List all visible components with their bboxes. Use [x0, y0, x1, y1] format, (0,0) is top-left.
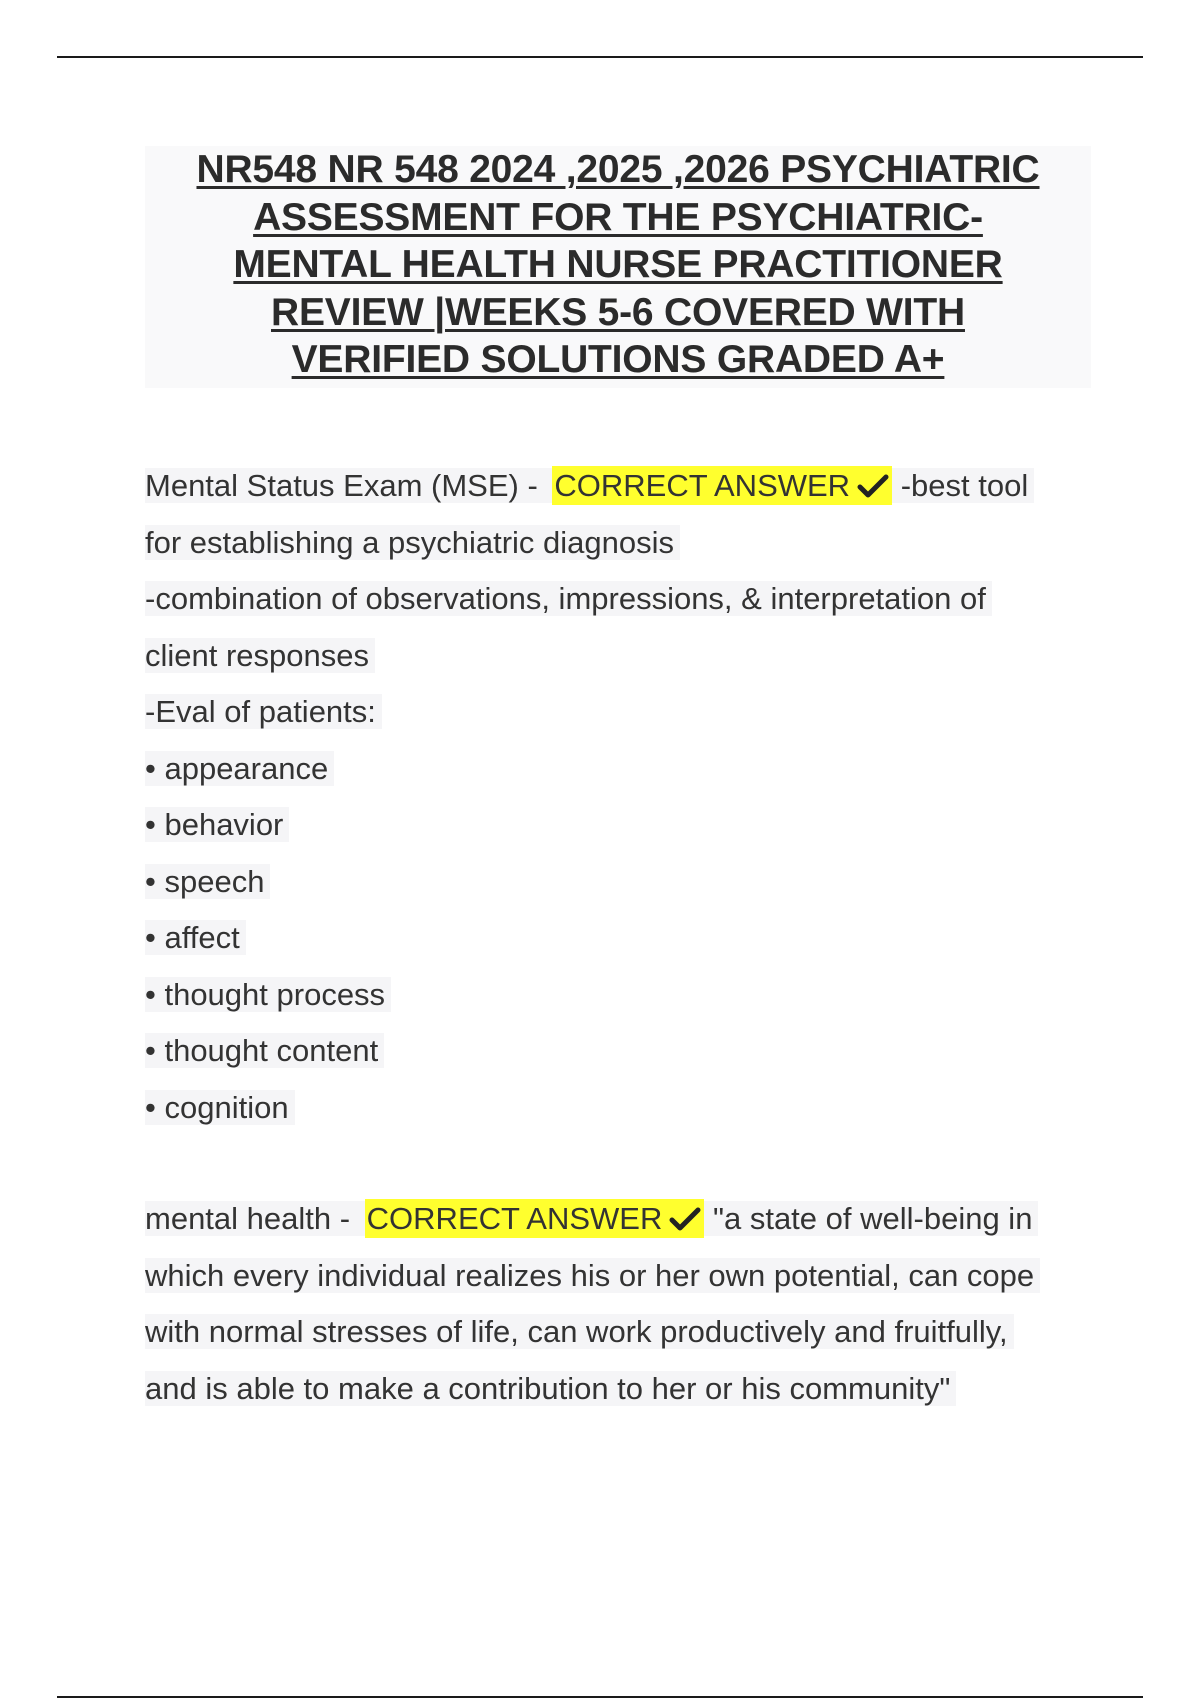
- entry-text: -Eval of patients:: [145, 694, 382, 729]
- check-icon: [668, 1206, 702, 1232]
- check-icon: [856, 473, 890, 499]
- entry-text-line: [145, 684, 1105, 741]
- list-item-text: • behavior: [145, 807, 289, 842]
- entry-text: and is able to make a contribution to her or his community": [145, 1371, 956, 1406]
- list-item-text: • speech: [145, 864, 270, 899]
- entry-text: which every individual realizes his or her own potential, can cope: [145, 1258, 1040, 1293]
- entry-text-line: [145, 628, 1105, 685]
- top-rule: [57, 56, 1143, 58]
- title-line: ASSESSMENT FOR THE PSYCHIATRIC-: [253, 195, 983, 239]
- list-item: [145, 1080, 1105, 1137]
- list-item: [145, 967, 1105, 1024]
- entry-text: "a state of well-being in: [704, 1201, 1038, 1236]
- title-line: MENTAL HEALTH NURSE PRACTITIONER: [233, 243, 1003, 286]
- correct-answer-label: CORRECT ANSWER: [366, 1201, 663, 1236]
- list-item-text: • appearance: [145, 751, 334, 786]
- correct-answer-badge: [365, 1199, 705, 1238]
- entry-term: Mental Status Exam (MSE) -: [145, 468, 552, 503]
- list-item-text: • affect: [145, 920, 246, 955]
- list-item: [145, 854, 1105, 911]
- entry-mental-status-exam: [145, 458, 1105, 1136]
- entry-text: -best tool: [892, 468, 1034, 503]
- entry-text-line: [145, 515, 1105, 572]
- list-item: [145, 741, 1105, 798]
- list-item: [145, 910, 1105, 967]
- entry-term: mental health -: [145, 1201, 365, 1236]
- entry-text: client responses: [145, 638, 375, 673]
- list-item-text: • thought content: [145, 1033, 384, 1068]
- list-item: [145, 1023, 1105, 1080]
- list-item-text: • thought process: [145, 977, 391, 1012]
- document-title: [145, 146, 1091, 388]
- list-item: [145, 797, 1105, 854]
- entry-text-line: [145, 1361, 1105, 1418]
- correct-answer-label: CORRECT ANSWER: [554, 468, 851, 503]
- correct-answer-badge: [552, 466, 892, 505]
- title-line: VERIFIED SOLUTIONS GRADED A+: [291, 338, 945, 381]
- entry-text-line: [145, 1304, 1105, 1361]
- bottom-rule: [57, 1696, 1143, 1698]
- entry-text-line: [145, 1248, 1105, 1305]
- entry-mental-health: [145, 1191, 1105, 1417]
- list-item-text: • cognition: [145, 1090, 295, 1125]
- entry-text: for establishing a psychiatric diagnosis: [145, 525, 680, 560]
- title-line: NR548 NR 548 2024 ,2025 ,2026 PSYCHIATRIC: [196, 148, 1040, 191]
- entry-first-line: [145, 458, 1105, 515]
- entry-text-line: [145, 571, 1105, 628]
- entry-first-line: [145, 1191, 1105, 1248]
- entry-text: with normal stresses of life, can work productively and fruitfully,: [145, 1314, 1014, 1349]
- entry-text: -combination of observations, impressions, & interpretation of: [145, 581, 992, 616]
- title-line: REVIEW |WEEKS 5-6 COVERED WITH: [271, 290, 965, 334]
